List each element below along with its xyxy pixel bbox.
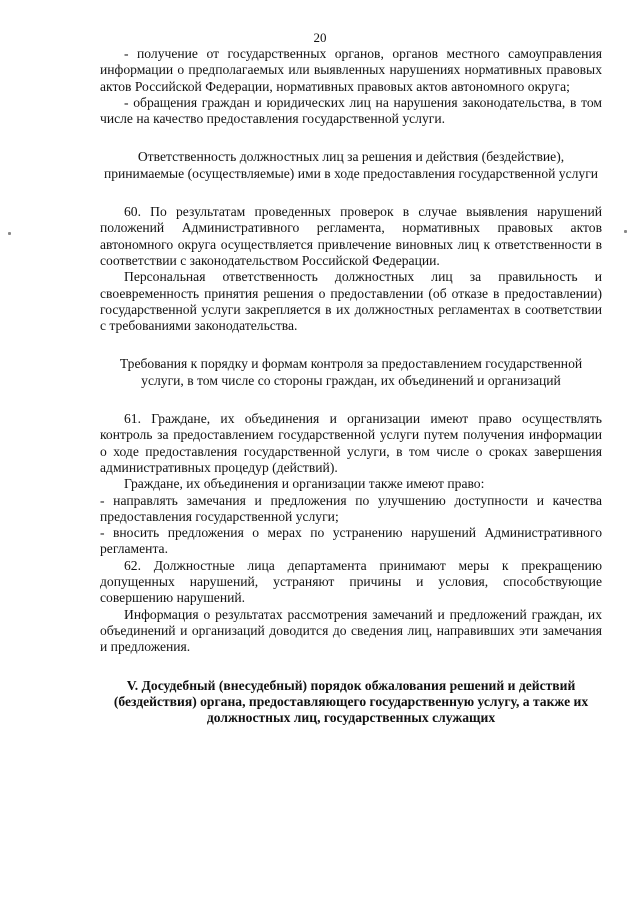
spacer [100,334,602,356]
paragraph: Персональная ответственность должностных лиц за правильность и своевременность принятия решения о предоставлении (об отказе в предоставлении) государственной услуги закрепляется в их должностных регламентах в соответствии с требованиями законодательства. [100,269,602,334]
paragraph: 60. По результатам проведенных проверок в случае выявления нарушений положений Административного регламента, нормативных правовых актов автономного округа осуществляется привлечение виновных лиц к ответственности в соответствии с законодательством Российской Федерации. [100,204,602,268]
section-heading: Ответственность должностных лиц за решения и действия (бездействие), принимаемые (осуществляемые) ими в ходе предоставления государственной услуги [103,149,599,181]
spacer [100,127,602,149]
section-heading: Требования к порядку и формам контроля за предоставлением государственной услуги, в том числе со стороны граждан, их объединений и организаций [119,356,583,388]
list-item: - направлять замечания и предложения по улучшению доступности и качества предоставления государственной услуги; [100,492,602,524]
paragraph: 61. Граждане, их объединения и организации имеют право осуществлять контроль за предоставлением государственной услуги путем получения информации о ходе предоставления государственной услуги, в том числе о сроках завершения административных процедур (действий). [100,411,602,475]
spacer [100,656,602,678]
paragraph: 62. Должностные лица департамента принимают меры к прекращению допущенных нарушений, устраняют причины и условия, способствующие совершению нарушений. [100,557,602,606]
paragraph: - обращения граждан и юридических лиц на нарушения законодательства, в том числе на качество предоставления государственной услуги. [100,94,602,127]
list-item: - вносить предложения о мерах по устранению нарушений Административного регламента. [100,525,602,557]
spacer [100,182,602,204]
page-number: 20 [313,30,327,45]
chapter-heading: V. Досудебный (внесудебный) порядок обжалования решений и действий (бездействия) органа, предоставляющего государственную услугу, а также их должностных лиц, государственных служащих [113,677,589,726]
paragraph: Граждане, их объединения и организации также имеют право: [124,476,485,492]
scan-speck [624,230,627,233]
paragraph: - получение от государственных органов, органов местного самоуправления информации о предполагаемых или выявленных нарушениях нормативных правовых актов Российской Федерации, нормативных правовых актов автономного округа; [100,46,602,94]
scan-speck [8,232,11,235]
spacer [100,389,602,411]
document-body [100,46,602,726]
paragraph: Информация о результатах рассмотрения замечаний и предложений граждан, их объединений и организаций доводится до сведения лиц, направивших эти замечания и предложения. [100,606,602,655]
